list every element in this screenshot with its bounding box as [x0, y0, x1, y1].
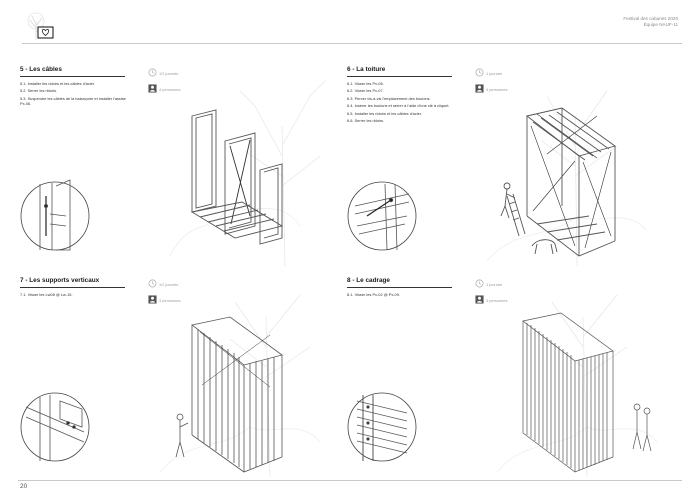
- step-title: 8 - Le cadrage: [347, 277, 390, 284]
- instruction-item: 6.5. Installer les ridoirs et les câbles d'acier.: [347, 110, 422, 116]
- step-6: [347, 66, 682, 266]
- people-label: 3 personnes: [159, 297, 181, 303]
- instruction-list: [20, 81, 132, 109]
- page-number: 20: [20, 483, 28, 490]
- step-7: [20, 277, 355, 477]
- clock-icon: [148, 68, 157, 77]
- step-5: [20, 66, 355, 266]
- instruction-item: 6.4. Insérer les boulons et serrer à l'aide d'une clé à cliquet.: [347, 103, 450, 109]
- duration-label: 1/2 journée: [159, 70, 179, 76]
- people-label: 4 personnes: [159, 86, 181, 92]
- header-info: [623, 16, 678, 28]
- clock-icon: [475, 68, 484, 77]
- header-divider: [22, 43, 682, 44]
- title-underline: [347, 287, 452, 288]
- duration-label: 1 journée: [486, 281, 503, 287]
- instruction-item: 7.1. Visser les Lw08 @ Lw-15.: [20, 292, 73, 297]
- title-underline: [20, 76, 125, 77]
- people-label: 3 personnes: [486, 297, 508, 303]
- instruction-item: 8.1. Visser les Px-02 @ Px-09.: [347, 292, 400, 297]
- team-label: Équipe NAUF-11: [643, 22, 678, 27]
- step-title: 7 - Les supports verticaux: [20, 277, 100, 284]
- person-icon: [148, 295, 157, 304]
- instruction-item: 5.1. Installer les ridoirs et les câbles d'acier.: [20, 81, 95, 86]
- instruction-item: 5.2. Serrer les ridoirs.: [20, 88, 58, 94]
- person-icon: [148, 84, 157, 93]
- cabin-heart-logo: [22, 12, 58, 42]
- duration-label: 1/2 journée: [159, 281, 179, 287]
- person-icon: [475, 84, 484, 93]
- step-7-illustration: [20, 277, 355, 477]
- title-underline: [347, 76, 452, 77]
- step-8: [347, 277, 682, 477]
- instruction-item: 6.2. Visser les Px-07.: [347, 88, 384, 94]
- instruction-item: 6.3. Percer vis-à-vis l'emplacement des boulons.: [347, 95, 431, 101]
- instruction-item: 6.1. Visser les Px-08.: [347, 81, 384, 86]
- person-icon: [475, 295, 484, 304]
- clock-icon: [475, 279, 484, 288]
- instruction-item: 6.6. Serrer les ridoirs.: [347, 118, 385, 124]
- festival-label: Festival des cabanes 2020: [623, 16, 678, 21]
- people-label: 4 personnes: [486, 86, 508, 92]
- instruction-list: [347, 81, 459, 126]
- instruction-list: [20, 292, 132, 299]
- title-underline: [20, 287, 125, 288]
- step-8-illustration: [347, 277, 682, 477]
- step-title: 6 - La toiture: [347, 66, 386, 73]
- step-title: 5 - Les câbles: [20, 66, 62, 73]
- instruction-item: 5.3. Suspendre les câbles de la balançoire et installer l'assise Px-06.: [20, 95, 126, 107]
- duration-label: 1 journée: [486, 70, 503, 76]
- footer-divider: [18, 480, 682, 481]
- clock-icon: [148, 279, 157, 288]
- instruction-list: [347, 292, 459, 299]
